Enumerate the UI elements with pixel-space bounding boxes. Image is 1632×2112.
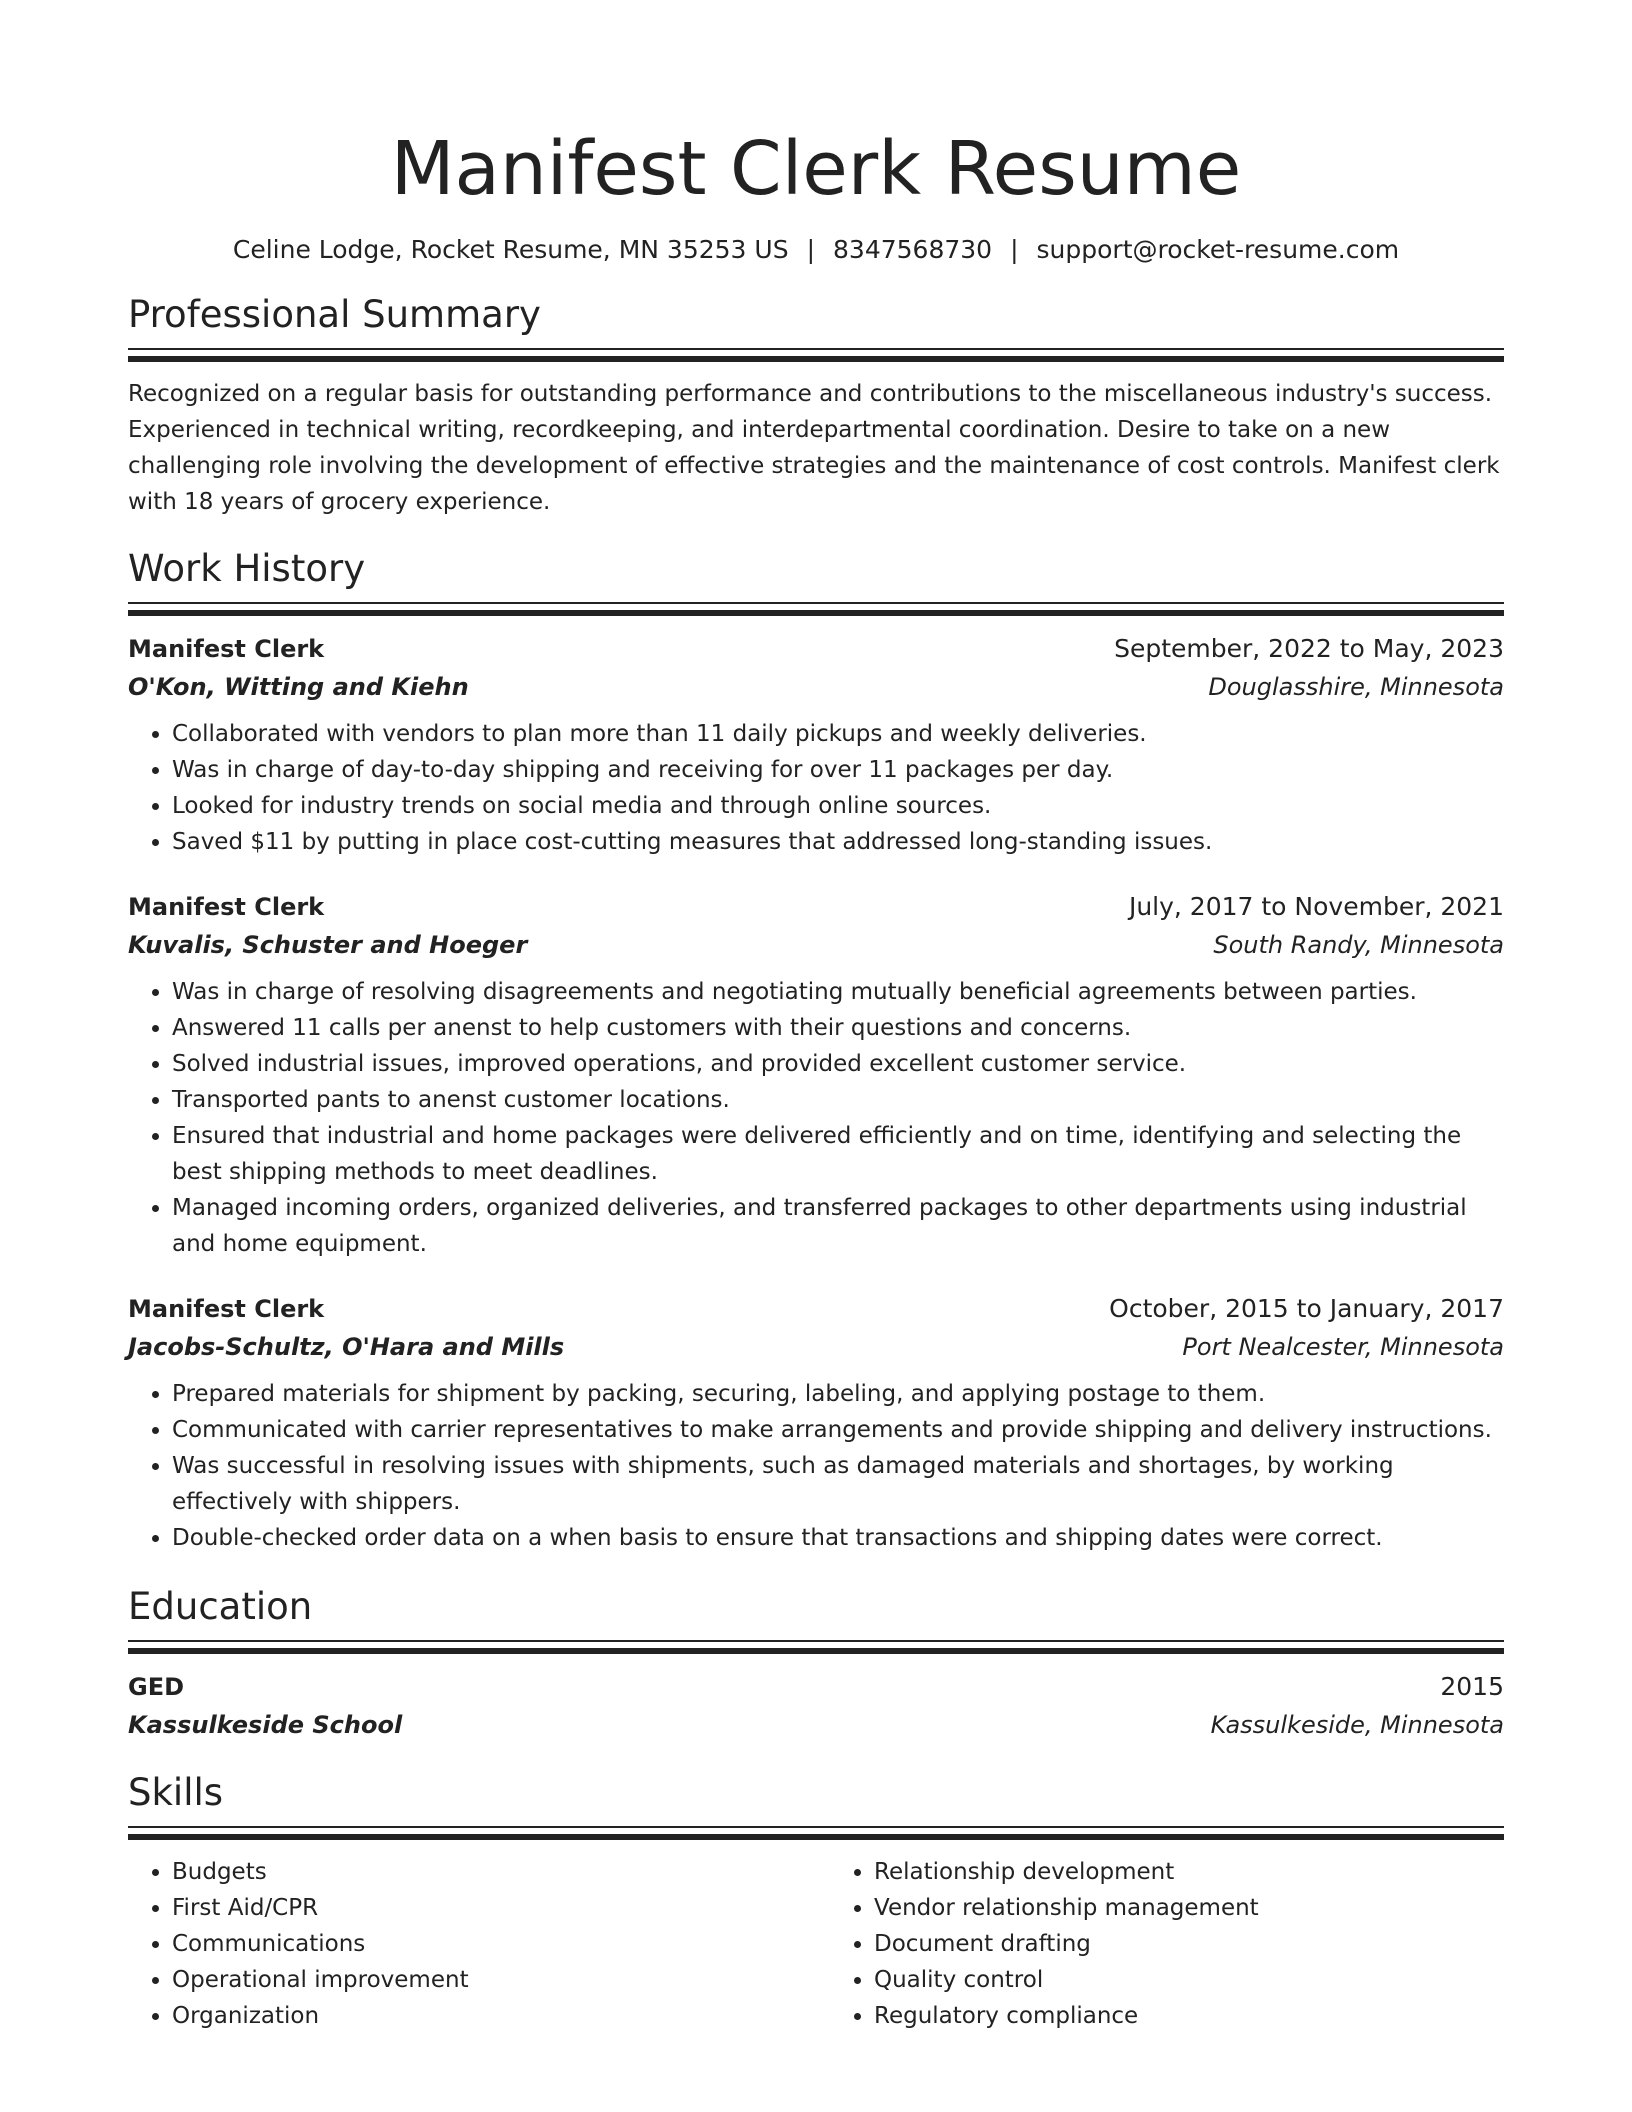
job-header-row	[128, 630, 1504, 668]
contact-address: Celine Lodge, Rocket Resume, MN 35253 US	[232, 235, 789, 264]
job-bullets	[128, 716, 1504, 860]
job-dates: October, 2015 to January, 2017	[1109, 1294, 1504, 1323]
job-bullet: • Collaborated with vendors to plan more than 11 daily pickups and weekly deliveries.	[172, 716, 1504, 752]
section-title-skills: Skills	[128, 1771, 224, 1814]
job-bullet: • Transported pants to anenst customer locations.	[172, 1082, 1504, 1118]
job-location: South Randy, Minnesota	[1213, 931, 1504, 959]
section-divider	[128, 1640, 1504, 1654]
skills-columns	[128, 1854, 1504, 2034]
education-school-row	[128, 1706, 1504, 1744]
job-bullet: • Was in charge of resolving disagreements and negotiating mutually beneficial agreements between parties.	[172, 974, 1504, 1010]
skill-item: • Operational improvement	[172, 1962, 802, 1998]
job-bullet: • Was in charge of day-to-day shipping and receiving for over 11 packages per day.	[172, 752, 1504, 788]
job-entry	[128, 630, 1504, 860]
job-header-row	[128, 1290, 1504, 1328]
section-divider	[128, 602, 1504, 616]
job-company-row	[128, 926, 1504, 964]
skill-item: • Regulatory compliance	[874, 1998, 1504, 2034]
job-header-row	[128, 888, 1504, 926]
section-title-summary: Professional Summary	[128, 293, 541, 336]
section-divider	[128, 1826, 1504, 1840]
job-company: O'Kon, Witting and Kiehn	[128, 673, 469, 701]
education-year: 2015	[1440, 1672, 1504, 1701]
job-bullet: • Was successful in resolving issues with shipments, such as damaged materials and shortages, by working effectively with shippers.	[172, 1448, 1504, 1520]
skill-item: • Vendor relationship management	[874, 1890, 1504, 1926]
contact-line	[128, 234, 1504, 266]
job-company-row	[128, 668, 1504, 706]
job-bullets	[128, 974, 1504, 1262]
education-location: Kassulkeside, Minnesota	[1210, 1711, 1504, 1739]
job-company: Kuvalis, Schuster and Hoeger	[128, 931, 528, 959]
contact-email: support@rocket-resume.com	[1036, 235, 1400, 264]
job-location: Port Nealcester, Minnesota	[1182, 1333, 1504, 1361]
section-title-education: Education	[128, 1585, 313, 1628]
job-entry	[128, 888, 1504, 1262]
skill-item: • Quality control	[874, 1962, 1504, 1998]
job-company: Jacobs-Schultz, O'Hara and Mills	[128, 1333, 565, 1361]
job-bullet: • Saved $11 by putting in place cost-cutting measures that addressed long-standing issues.	[172, 824, 1504, 860]
skill-item: • Communications	[172, 1926, 802, 1962]
job-dates: September, 2022 to May, 2023	[1114, 634, 1504, 663]
contact-separator: |	[1010, 235, 1019, 264]
job-bullet: • Double-checked order data on a when basis to ensure that transactions and shipping dates were correct.	[172, 1520, 1504, 1556]
job-bullet: • Communicated with carrier representatives to make arrangements and provide shipping and delivery instructions.	[172, 1412, 1504, 1448]
job-title: Manifest Clerk	[128, 635, 325, 663]
skills-list-right	[830, 1854, 1504, 2034]
job-dates: July, 2017 to November, 2021	[1128, 892, 1504, 921]
job-title: Manifest Clerk	[128, 1295, 325, 1323]
job-bullet: • Managed incoming orders, organized deliveries, and transferred packages to other departments using industrial and home equipment.	[172, 1190, 1504, 1262]
job-title: Manifest Clerk	[128, 893, 325, 921]
resume-page	[128, 0, 1504, 2034]
summary-text: Recognized on a regular basis for outstanding performance and contributions to the miscellaneous industry's success. Experienced in technical writing, recordkeeping, and interdepartmental coordination. Desire to take on a new challenging role involving the development of effective strategies and the maintenance of cost controls. Manifest clerk with 18 years of grocery experience.	[128, 381, 1500, 515]
job-bullet: • Prepared materials for shipment by packing, securing, labeling, and applying postage to them.	[172, 1376, 1504, 1412]
skill-item: • First Aid/CPR	[172, 1890, 802, 1926]
section-divider	[128, 348, 1504, 362]
contact-separator: |	[806, 235, 816, 264]
job-bullet: • Answered 11 calls per anenst to help customers with their questions and concerns.	[172, 1010, 1504, 1046]
education-degree: GED	[128, 1673, 185, 1701]
job-bullet: • Ensured that industrial and home packages were delivered efficiently and on time, identifying and selecting the best shipping methods to meet deadlines.	[172, 1118, 1504, 1190]
job-bullet: • Looked for industry trends on social media and through online sources.	[172, 788, 1504, 824]
job-bullets	[128, 1376, 1504, 1556]
skill-item: • Document drafting	[874, 1926, 1504, 1962]
skill-item: • Relationship development	[874, 1854, 1504, 1890]
section-title-work-history: Work History	[128, 547, 366, 590]
resume-title: Manifest Clerk Resume	[390, 126, 1242, 212]
job-bullet: • Solved industrial issues, improved operations, and provided excellent customer service.	[172, 1046, 1504, 1082]
education-header-row	[128, 1668, 1504, 1706]
contact-phone: 8347568730	[833, 235, 993, 264]
education-school: Kassulkeside School	[128, 1711, 403, 1739]
skills-list-left	[128, 1854, 802, 2034]
skill-item: • Organization	[172, 1998, 802, 2034]
job-entry	[128, 1290, 1504, 1556]
skill-item: • Budgets	[172, 1854, 802, 1890]
job-company-row	[128, 1328, 1504, 1366]
job-location: Douglasshire, Minnesota	[1208, 673, 1504, 701]
